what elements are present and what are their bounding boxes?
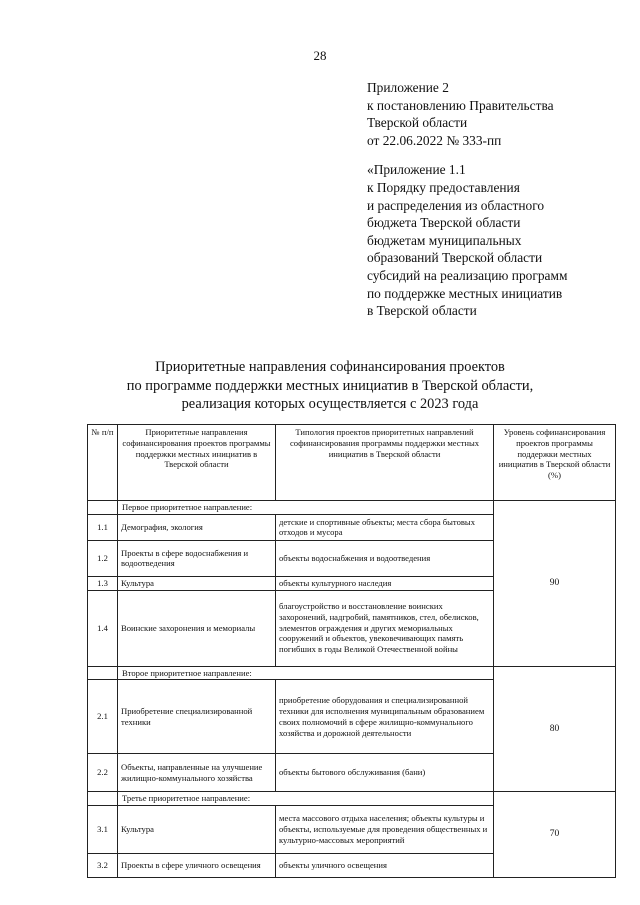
row-number: 1.4 <box>88 590 118 666</box>
row-number: 3.1 <box>88 806 118 854</box>
header-num: № п/п <box>88 425 118 501</box>
nested-appendix-line: образований Тверской области <box>367 250 543 266</box>
row-direction: Культура <box>118 576 276 590</box>
title-line: по программе поддержки местных инициатив в Тверской области, <box>126 377 534 394</box>
title-line: реализация которых осуществляется с 2023 года <box>181 396 479 413</box>
nested-appendix-line: по поддержке местных инициатив <box>367 285 563 301</box>
nested-appendix-line: и распределения из областного <box>367 197 545 213</box>
nested-appendix-line: «Приложение 1.1 <box>367 162 466 178</box>
row-typology: объекты уличного освещения <box>276 854 494 878</box>
row-typology: детские и спортивные объекты; места сбора бытовых отходов и мусора <box>276 514 494 540</box>
row-direction: Демография, экология <box>118 514 276 540</box>
section-title: Второе приоритетное направление: <box>118 666 494 680</box>
appendix-line: к постановлению Правительства <box>367 97 554 113</box>
cofinancing-level: 90 <box>494 501 616 667</box>
priority-directions-table <box>87 424 616 878</box>
document-title <box>60 358 600 414</box>
section-row <box>88 501 616 515</box>
nested-appendix-line: к Порядку предоставления <box>367 179 520 195</box>
row-direction: Воинские захоронения и мемориалы <box>118 590 276 666</box>
section-title: Первое приоритетное направление: <box>118 501 494 515</box>
nested-appendix-line: бюджета Тверской области <box>367 215 521 231</box>
row-number: 1.2 <box>88 540 118 576</box>
row-typology: объекты водоснабжения и водоотведения <box>276 540 494 576</box>
row-direction: Объекты, направленные на улучшение жилищно-коммунального хозяйства <box>118 754 276 792</box>
nested-appendix-line: бюджетам муниципальных <box>367 232 522 248</box>
appendix-line: от 22.06.2022 № 333-пп <box>367 132 502 148</box>
table-header-row <box>88 425 616 501</box>
nested-appendix-line: субсидий на реализацию программ <box>367 267 568 283</box>
row-number: 3.2 <box>88 854 118 878</box>
row-direction: Приобретение специализированной техники <box>118 680 276 754</box>
row-number: 1.1 <box>88 514 118 540</box>
header-typology: Типология проектов приоритетных направлений софинансирования программы поддержки местных инициатив в Тверской области <box>276 425 494 501</box>
appendix-block <box>367 79 567 320</box>
row-direction: Проекты в сфере водоснабжения и водоотведения <box>118 540 276 576</box>
row-number: 1.3 <box>88 576 118 590</box>
header-direction: Приоритетные направления софинансирования проектов программы поддержки местных инициатив в Тверской области <box>118 425 276 501</box>
section-row <box>88 666 616 680</box>
row-typology: объекты культурного наследия <box>276 576 494 590</box>
section-title: Третье приоритетное направление: <box>118 792 494 806</box>
row-number: 2.1 <box>88 680 118 754</box>
row-typology: места массового отдыха населения; объекты культуры и объекты, используемые для проведения общественных и культурно-массовых мероприятий <box>276 806 494 854</box>
row-direction: Культура <box>118 806 276 854</box>
title-line: Приоритетные направления софинансирования проектов <box>155 359 505 375</box>
row-number: 2.2 <box>88 754 118 792</box>
row-typology: объекты бытового обслуживания (бани) <box>276 754 494 792</box>
row-typology: благоустройство и восстановление воинских захоронений, надгробий, памятников, стел, обелисков, элементов ограждения и других мемориальных сооружений и объектов, увековечивающих память погибших в годы Великой Отечественной войны <box>276 590 494 666</box>
section-row <box>88 792 616 806</box>
cofinancing-level: 70 <box>494 792 616 878</box>
row-typology: приобретение оборудования и специализированной техники для исполнения муниципальным образованием своих полномочий в сфере жилищно-коммунального хозяйства и дорожной деятельности <box>276 680 494 754</box>
nested-appendix-line: в Тверской области <box>367 303 477 319</box>
header-level: Уровень софинансирования проектов программы поддержки местных инициатив в Тверской области (%) <box>494 425 616 501</box>
row-direction: Проекты в сфере уличного освещения <box>118 854 276 878</box>
cofinancing-level: 80 <box>494 666 616 792</box>
page-number: 28 <box>313 48 327 63</box>
appendix-line: Приложение 2 <box>367 80 449 95</box>
appendix-line: Тверской области <box>367 115 468 131</box>
